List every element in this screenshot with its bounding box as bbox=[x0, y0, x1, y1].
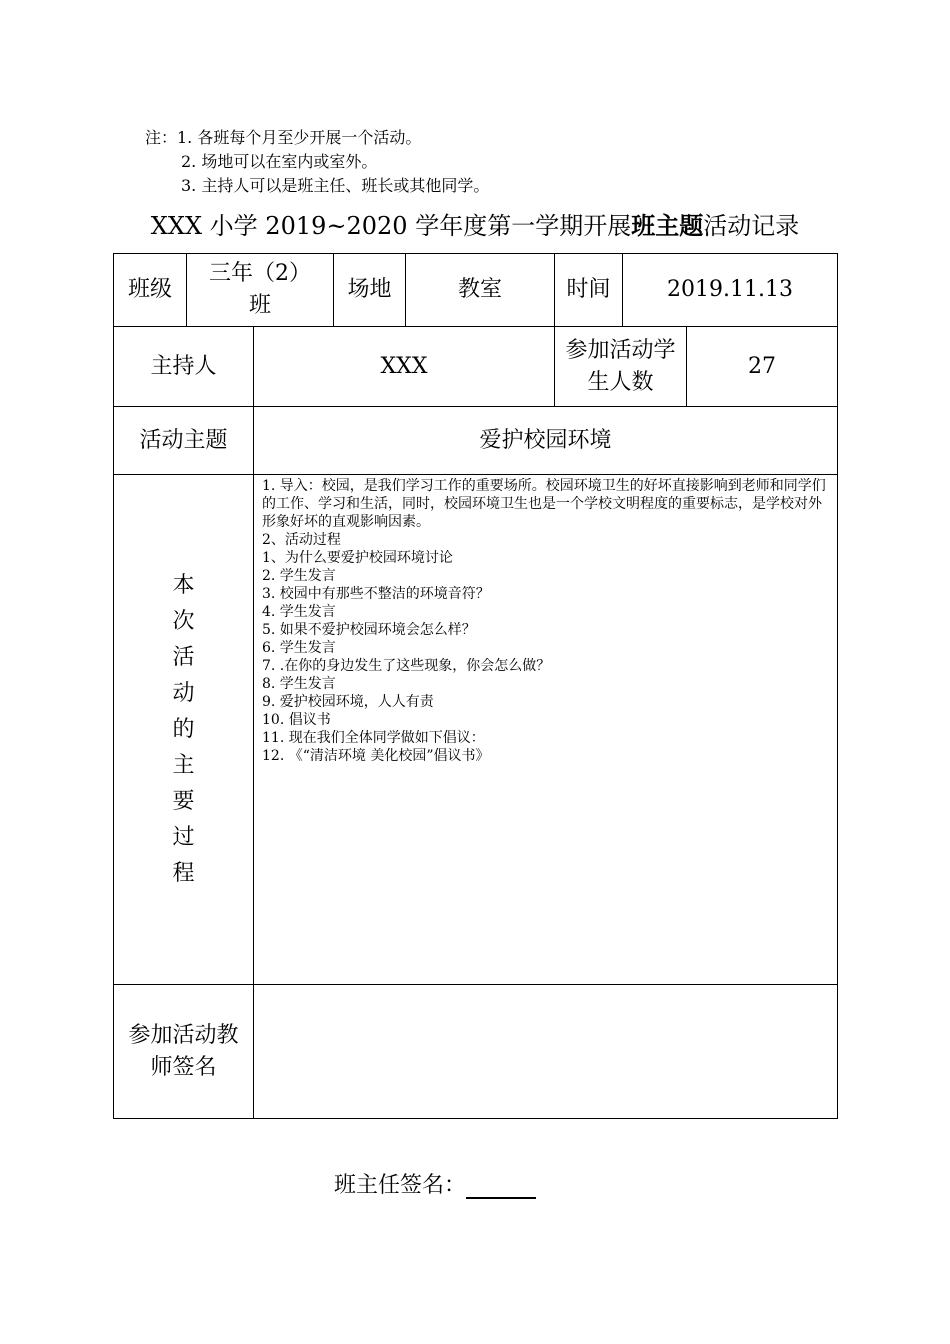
page-title bbox=[0, 206, 950, 241]
note-2: 2. 场地可以在室内或室外。 bbox=[181, 152, 378, 171]
time-value: 2019.11.13 bbox=[623, 254, 838, 327]
note-3: 3. 主持人可以是班主任、班长或其他同学。 bbox=[181, 176, 490, 195]
process-line-10: 8. 学生发言 bbox=[262, 676, 336, 692]
process-line-6: 4. 学生发言 bbox=[262, 604, 336, 620]
process-line-4: 2. 学生发言 bbox=[262, 568, 336, 584]
student-count-value: 27 bbox=[687, 327, 838, 407]
process-line-12: 10. 倡议书 bbox=[262, 712, 331, 728]
venue-label: 场地 bbox=[334, 254, 406, 327]
theme-value: 爱护校园环境 bbox=[254, 407, 838, 475]
process-line-9: 7. .在你的身边发生了这些现象，你会怎么做？ bbox=[262, 658, 551, 674]
teacher-sign-field[interactable] bbox=[254, 985, 838, 1119]
head-teacher-signature bbox=[334, 1168, 536, 1199]
host-label: 主持人 bbox=[114, 327, 254, 407]
activity-record-table bbox=[113, 253, 838, 1119]
time-label: 时间 bbox=[555, 254, 623, 327]
class-value: 三年（2）班 bbox=[187, 254, 334, 327]
title-prefix: XXX 小学 2019~2020 学年度第一学期开展 bbox=[150, 212, 632, 240]
process-line-11: 9. 爱护校园环境，人人有责 bbox=[262, 694, 434, 710]
student-count-label: 参加活动学生人数 bbox=[555, 327, 687, 407]
process-line-8: 6. 学生发言 bbox=[262, 640, 336, 656]
title-bold: 班主题 bbox=[631, 211, 704, 240]
signature-blank[interactable] bbox=[466, 1173, 536, 1199]
process-line-14: 12. 《“清洁环境 美化校园”倡议书》 bbox=[262, 748, 490, 764]
process-line-3: 1、为什么要爱护校园环境讨论 bbox=[262, 550, 453, 566]
process-line-7: 5. 如果不爱护校园环境会怎么样？ bbox=[262, 622, 476, 638]
venue-value: 教室 bbox=[406, 254, 555, 327]
notes bbox=[145, 126, 489, 198]
process-line-13: 11. 现在我们全体同学做如下倡议： bbox=[262, 730, 485, 746]
signature-label: 班主任签名： bbox=[334, 1173, 467, 1198]
teacher-sign-label: 参加活动教师签名 bbox=[114, 985, 254, 1119]
process-content bbox=[254, 475, 838, 985]
title-suffix: 活动记录 bbox=[703, 212, 800, 240]
theme-label: 活动主题 bbox=[114, 407, 254, 475]
process-line-2: 2、活动过程 bbox=[262, 532, 341, 548]
note-1: 注：1. 各班每个月至少开展一个活动。 bbox=[145, 128, 422, 147]
class-label: 班级 bbox=[114, 254, 187, 327]
process-label-cell bbox=[114, 475, 254, 985]
process-label: 本次活动的主要过程 bbox=[172, 572, 195, 886]
process-line-1: 1. 导入：校园，是我们学习工作的重要场所。校园环境卫生的好坏直接影响到老师和同学们的工作、学习和生活，同时，校园环境卫生也是一个学校文明程度的重要标志，是学校对外形象好坏的直观影响因素。 bbox=[262, 478, 826, 530]
process-line-5: 3. 校园中有那些不整洁的环境音符？ bbox=[262, 586, 490, 602]
host-value: XXX bbox=[254, 327, 555, 407]
